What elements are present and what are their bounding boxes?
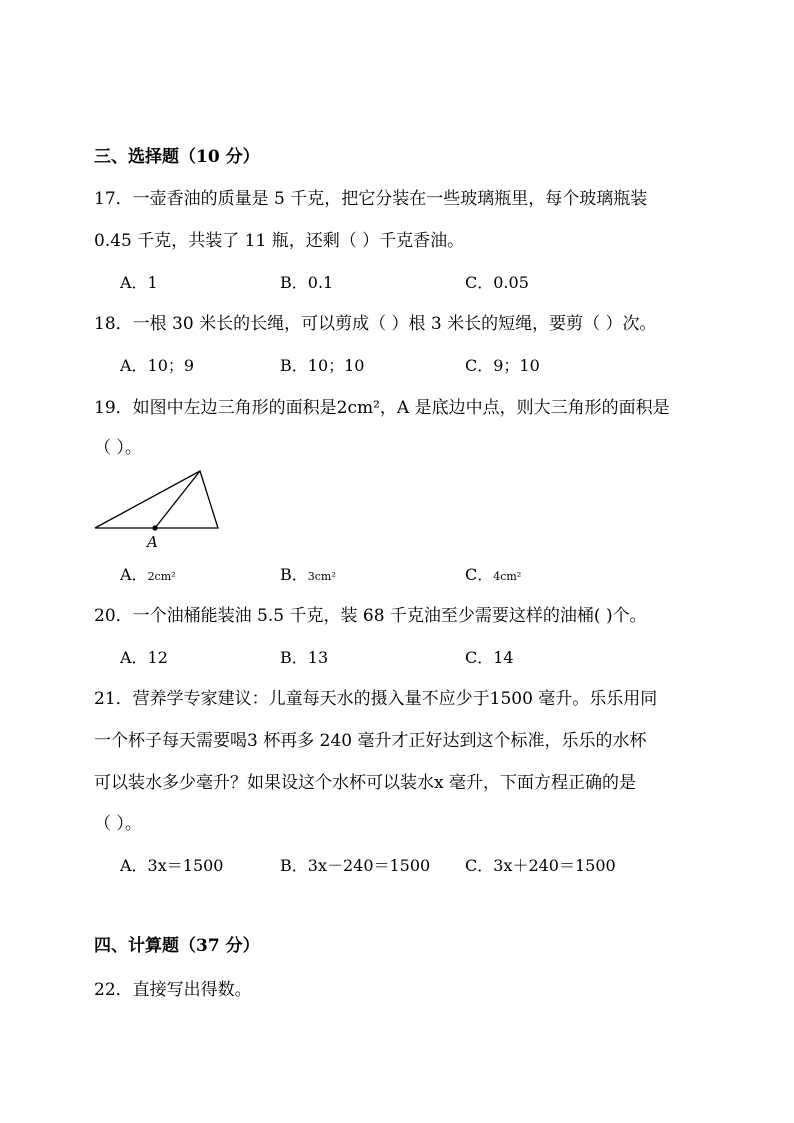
q19-option-b	[280, 567, 336, 583]
question-21-line-1: 21．营养学专家建议：儿童每天水的摄入量不应少于1500 毫升。乐乐用同	[94, 689, 658, 709]
q19-option-a-letter: A．	[120, 565, 148, 584]
section-4-heading: 四、计算题（37 分）	[94, 936, 260, 956]
q19-option-c-letter: C．	[465, 565, 494, 584]
q21-option-b: B．3x－240＝1500	[280, 856, 431, 875]
q18-option-a: A．10；9	[120, 356, 195, 375]
q19-option-a-value: 2cm²	[147, 570, 176, 583]
triangle-figure	[90, 465, 230, 555]
question-21-line-3: 可以装水多少毫升？如果设这个水杯可以装水x 毫升，下面方程正确的是	[94, 773, 636, 793]
q17-option-a: A．1	[120, 273, 158, 292]
question-18-line-1: 18．一根 30 米长的长绳，可以剪成（ ）根 3 米长的短绳，要剪（ ）次。	[94, 314, 657, 334]
q21-option-a: A．3x＝1500	[120, 856, 224, 875]
question-19-line-2: （ ）。	[94, 438, 142, 458]
question-17-line-1: 17．一壶香油的质量是 5 千克，把它分装在一些玻璃瓶里，每个玻璃瓶装	[94, 189, 648, 209]
q19-option-b-value: 3cm²	[307, 570, 336, 583]
question-22-line-1: 22．直接写出得数。	[94, 980, 252, 1000]
q20-option-c: C．14	[465, 648, 514, 667]
q19-option-c-value: 4cm²	[493, 570, 522, 583]
question-21-line-2: 一个杯子每天需要喝3 杯再多 240 毫升才正好达到这个标准，乐乐的水杯	[94, 731, 647, 751]
q19-option-b-letter: B．	[280, 565, 308, 584]
q18-option-c: C．9；10	[465, 356, 540, 375]
q19-option-a	[120, 567, 176, 583]
large-triangle	[95, 471, 218, 528]
q20-option-a: A．12	[120, 648, 168, 667]
section-3-heading: 三、选择题（10 分）	[94, 147, 260, 167]
q17-option-b: B．0.1	[280, 273, 334, 292]
question-17-line-2: 0.45 千克，共装了 11 瓶，还剩（ ）千克香油。	[94, 231, 465, 251]
question-20-line-1: 20．一个油桶能装油 5.5 千克，装 68 千克油至少需要这样的油桶( )个。	[94, 606, 647, 626]
figure-label-a: A	[147, 533, 158, 551]
question-21-line-4: （ ）。	[94, 814, 142, 834]
q17-option-c: C．0.05	[465, 273, 529, 292]
q20-option-b: B．13	[280, 648, 329, 667]
question-19-line-1: 19．如图中左边三角形的面积是2cm²，A 是底边中点，则大三角形的面积是	[94, 398, 670, 418]
median-line	[155, 471, 200, 528]
q21-option-c: C．3x＋240＝1500	[465, 856, 616, 875]
q18-option-b: B．10；10	[280, 356, 365, 375]
q19-option-c	[465, 567, 521, 583]
point-a	[152, 525, 157, 530]
